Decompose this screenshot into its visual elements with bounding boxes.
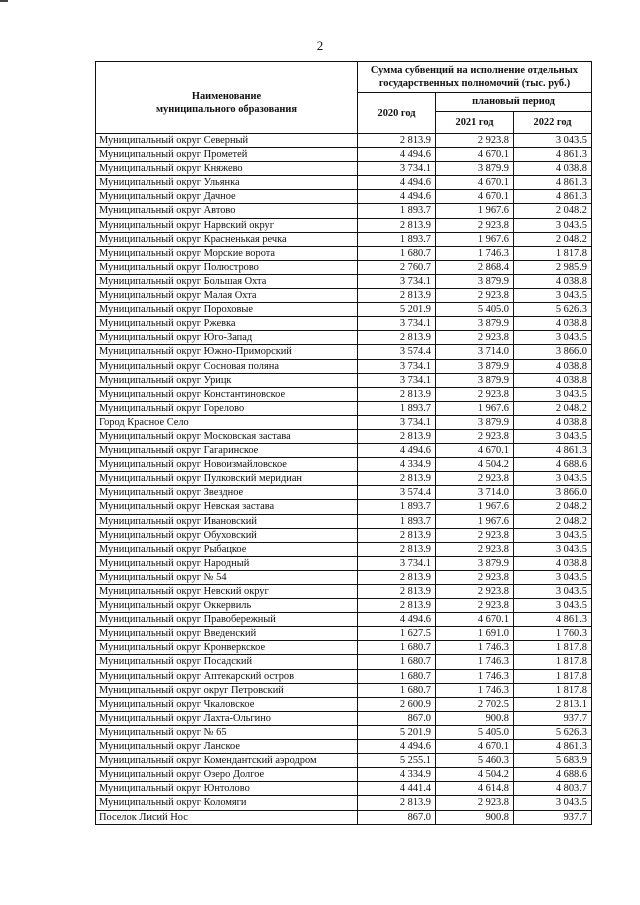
table-row <box>96 556 592 570</box>
municipality-name: Муниципальный округ Кронверкское <box>96 641 358 655</box>
value-2021: 2 923.8 <box>436 585 514 599</box>
table-row <box>96 810 592 824</box>
municipality-name: Муниципальный округ Южно-Приморский <box>96 345 358 359</box>
value-2021: 4 670.1 <box>436 613 514 627</box>
value-2020: 4 494.6 <box>358 613 436 627</box>
value-2020: 4 494.6 <box>358 190 436 204</box>
value-2021: 2 923.8 <box>436 331 514 345</box>
value-2020: 5 201.9 <box>358 303 436 317</box>
value-2021: 1 746.3 <box>436 655 514 669</box>
value-2020: 1 680.7 <box>358 669 436 683</box>
table-row <box>96 373 592 387</box>
value-2021: 900.8 <box>436 810 514 824</box>
municipality-name: Муниципальный округ Лахта-Ольгино <box>96 711 358 725</box>
municipality-name: Муниципальный округ Сосновая поляна <box>96 359 358 373</box>
value-2021: 1 746.3 <box>436 669 514 683</box>
value-2020: 2 813.9 <box>358 134 436 148</box>
value-2022: 3 043.5 <box>514 289 592 303</box>
municipality-name: Муниципальный округ Большая Охта <box>96 274 358 288</box>
value-2022: 3 866.0 <box>514 486 592 500</box>
value-2021: 1 746.3 <box>436 246 514 260</box>
municipality-name: Муниципальный округ Невская застава <box>96 500 358 514</box>
municipality-name: Муниципальный округ Юго-Запад <box>96 331 358 345</box>
value-2022: 2 048.2 <box>514 514 592 528</box>
value-2021: 4 504.2 <box>436 458 514 472</box>
table-row <box>96 246 592 260</box>
value-2022: 1 817.8 <box>514 683 592 697</box>
value-2020: 1 893.7 <box>358 204 436 218</box>
value-2022: 4 038.8 <box>514 359 592 373</box>
table-row <box>96 415 592 429</box>
value-2020: 867.0 <box>358 810 436 824</box>
column-header-municipality <box>96 62 358 134</box>
value-2021: 2 923.8 <box>436 570 514 584</box>
value-2022: 2 048.2 <box>514 204 592 218</box>
municipality-name: Муниципальный округ Чкаловское <box>96 697 358 711</box>
value-2020: 3 734.1 <box>358 162 436 176</box>
value-2020: 4 334.9 <box>358 458 436 472</box>
table-row <box>96 528 592 542</box>
value-2022: 4 861.3 <box>514 148 592 162</box>
value-2021: 5 460.3 <box>436 754 514 768</box>
value-2022: 3 043.5 <box>514 331 592 345</box>
value-2022: 1 817.8 <box>514 641 592 655</box>
value-2020: 1 893.7 <box>358 514 436 528</box>
municipality-name: Муниципальный округ Полюстрово <box>96 260 358 274</box>
municipality-name: Муниципальный округ Посадский <box>96 655 358 669</box>
table-row <box>96 274 592 288</box>
value-2022: 4 803.7 <box>514 782 592 796</box>
value-2022: 1 817.8 <box>514 246 592 260</box>
value-2020: 2 813.9 <box>358 472 436 486</box>
table-row <box>96 162 592 176</box>
value-2021: 3 879.9 <box>436 359 514 373</box>
municipality-name: Муниципальный округ Морские ворота <box>96 246 358 260</box>
value-2020: 4 494.6 <box>358 148 436 162</box>
value-2021: 2 923.8 <box>436 542 514 556</box>
value-2020: 1 680.7 <box>358 683 436 697</box>
value-2020: 4 494.6 <box>358 444 436 458</box>
value-2020: 1 680.7 <box>358 246 436 260</box>
value-2020: 1 893.7 <box>358 500 436 514</box>
value-2022: 2 048.2 <box>514 232 592 246</box>
table-row <box>96 345 592 359</box>
value-2021: 2 923.8 <box>436 289 514 303</box>
value-2021: 3 714.0 <box>436 486 514 500</box>
value-2022: 4 688.6 <box>514 458 592 472</box>
table-row <box>96 317 592 331</box>
value-2020: 3 734.1 <box>358 556 436 570</box>
value-2021: 1 967.6 <box>436 401 514 415</box>
table-row <box>96 669 592 683</box>
value-2020: 2 813.9 <box>358 528 436 542</box>
value-2021: 2 923.8 <box>436 218 514 232</box>
value-2020: 1 893.7 <box>358 232 436 246</box>
municipality-name: Муниципальный округ Обуховский <box>96 528 358 542</box>
municipality-name: Муниципальный округ Пороховые <box>96 303 358 317</box>
value-2021: 4 670.1 <box>436 148 514 162</box>
value-2020: 4 494.6 <box>358 740 436 754</box>
value-2020: 1 627.5 <box>358 627 436 641</box>
value-2020: 5 255.1 <box>358 754 436 768</box>
value-2021: 4 670.1 <box>436 190 514 204</box>
value-2020: 3 734.1 <box>358 373 436 387</box>
value-2022: 4 038.8 <box>514 162 592 176</box>
value-2022: 1 817.8 <box>514 669 592 683</box>
table-row <box>96 232 592 246</box>
value-2020: 867.0 <box>358 711 436 725</box>
municipality-name: Муниципальный округ Рыбацкое <box>96 542 358 556</box>
column-header-subsidy-sum: Сумма субвенций на исполнение отдельных государственных полномочий (тыс. руб.) <box>358 62 592 93</box>
municipality-name: Муниципальный округ Дачное <box>96 190 358 204</box>
column-header-municipality-line1: Наименование <box>191 90 262 102</box>
value-2021: 4 670.1 <box>436 740 514 754</box>
table-row <box>96 585 592 599</box>
municipality-name: Муниципальный округ Новоизмайловское <box>96 458 358 472</box>
value-2021: 3 879.9 <box>436 556 514 570</box>
municipality-name: Муниципальный округ Аптекарский остров <box>96 669 358 683</box>
table-row <box>96 458 592 472</box>
municipality-name: Муниципальный округ Звездное <box>96 486 358 500</box>
value-2020: 2 813.9 <box>358 218 436 232</box>
value-2020: 2 813.9 <box>358 387 436 401</box>
value-2022: 2 048.2 <box>514 401 592 415</box>
value-2022: 3 043.5 <box>514 528 592 542</box>
value-2022: 3 043.5 <box>514 570 592 584</box>
table-row <box>96 387 592 401</box>
value-2021: 1 967.6 <box>436 232 514 246</box>
value-2022: 3 043.5 <box>514 218 592 232</box>
municipality-name: Муниципальный округ Малая Охта <box>96 289 358 303</box>
value-2020: 2 813.9 <box>358 796 436 810</box>
value-2021: 2 923.8 <box>436 429 514 443</box>
table-row <box>96 260 592 274</box>
municipality-name: Муниципальный округ Красненькая речка <box>96 232 358 246</box>
value-2021: 4 670.1 <box>436 444 514 458</box>
table-row <box>96 683 592 697</box>
municipality-name: Муниципальный округ Правобережный <box>96 613 358 627</box>
value-2021: 3 714.0 <box>436 345 514 359</box>
table-row <box>96 768 592 782</box>
municipality-name: Муниципальный округ Горелово <box>96 401 358 415</box>
value-2020: 1 893.7 <box>358 401 436 415</box>
municipality-name: Муниципальный округ Ржевка <box>96 317 358 331</box>
value-2021: 1 691.0 <box>436 627 514 641</box>
table-row <box>96 204 592 218</box>
value-2020: 1 680.7 <box>358 655 436 669</box>
column-header-municipality-line2: муниципального образования <box>155 103 298 115</box>
value-2021: 4 670.1 <box>436 176 514 190</box>
value-2020: 3 734.1 <box>358 359 436 373</box>
municipality-name: Муниципальный округ Северный <box>96 134 358 148</box>
column-header-2022: 2022 год <box>514 112 592 134</box>
table-row <box>96 570 592 584</box>
column-header-2020: 2020 год <box>358 93 436 134</box>
table-row <box>96 331 592 345</box>
municipality-name: Муниципальный округ Юнтолово <box>96 782 358 796</box>
table-row <box>96 641 592 655</box>
table-row <box>96 401 592 415</box>
municipality-name: Муниципальный округ Ульянка <box>96 176 358 190</box>
value-2020: 2 600.9 <box>358 697 436 711</box>
value-2022: 2 985.9 <box>514 260 592 274</box>
value-2020: 2 813.9 <box>358 289 436 303</box>
column-header-2021: 2021 год <box>436 112 514 134</box>
value-2022: 4 861.3 <box>514 444 592 458</box>
table-row <box>96 359 592 373</box>
value-2022: 4 038.8 <box>514 556 592 570</box>
value-2022: 2 048.2 <box>514 500 592 514</box>
value-2020: 2 813.9 <box>358 429 436 443</box>
municipality-name: Муниципальный округ Княжево <box>96 162 358 176</box>
value-2021: 1 967.6 <box>436 514 514 528</box>
value-2021: 4 504.2 <box>436 768 514 782</box>
value-2022: 937.7 <box>514 711 592 725</box>
value-2022: 3 043.5 <box>514 429 592 443</box>
value-2022: 4 688.6 <box>514 768 592 782</box>
table-row <box>96 190 592 204</box>
table-row <box>96 514 592 528</box>
value-2022: 5 683.9 <box>514 754 592 768</box>
table-row <box>96 148 592 162</box>
value-2021: 3 879.9 <box>436 317 514 331</box>
table-row <box>96 542 592 556</box>
table-row <box>96 472 592 486</box>
subsidy-table <box>95 61 592 825</box>
value-2020: 3 734.1 <box>358 317 436 331</box>
municipality-name: Муниципальный округ Комендантский аэродром <box>96 754 358 768</box>
municipality-name: Муниципальный округ Ивановский <box>96 514 358 528</box>
value-2020: 3 574.4 <box>358 486 436 500</box>
table-row <box>96 134 592 148</box>
value-2022: 3 043.5 <box>514 387 592 401</box>
value-2021: 2 923.8 <box>436 528 514 542</box>
table-row <box>96 782 592 796</box>
municipality-name: Муниципальный округ Прометей <box>96 148 358 162</box>
municipality-name: Муниципальный округ Константиновское <box>96 387 358 401</box>
municipality-name: Муниципальный округ Ланское <box>96 740 358 754</box>
value-2022: 3 043.5 <box>514 585 592 599</box>
value-2021: 2 868.4 <box>436 260 514 274</box>
municipality-name: Муниципальный округ Нарвский округ <box>96 218 358 232</box>
value-2020: 2 813.9 <box>358 331 436 345</box>
value-2022: 4 038.8 <box>514 415 592 429</box>
value-2021: 3 879.9 <box>436 373 514 387</box>
value-2021: 2 702.5 <box>436 697 514 711</box>
table-row <box>96 655 592 669</box>
municipality-name: Муниципальный округ Автово <box>96 204 358 218</box>
table-row <box>96 218 592 232</box>
municipality-name: Муниципальный округ Оккервиль <box>96 599 358 613</box>
value-2021: 1 746.3 <box>436 641 514 655</box>
table-row <box>96 796 592 810</box>
value-2020: 2 760.7 <box>358 260 436 274</box>
value-2020: 2 813.9 <box>358 570 436 584</box>
value-2022: 3 043.5 <box>514 796 592 810</box>
municipality-name: Муниципальный округ Народный <box>96 556 358 570</box>
column-header-planned-period: плановый период <box>436 93 592 112</box>
value-2021: 5 405.0 <box>436 303 514 317</box>
value-2021: 5 405.0 <box>436 725 514 739</box>
municipality-name: Муниципальный округ № 65 <box>96 725 358 739</box>
value-2021: 900.8 <box>436 711 514 725</box>
table-row <box>96 754 592 768</box>
value-2022: 5 626.3 <box>514 303 592 317</box>
value-2022: 4 861.3 <box>514 176 592 190</box>
value-2021: 2 923.8 <box>436 796 514 810</box>
value-2022: 3 866.0 <box>514 345 592 359</box>
table-row <box>96 599 592 613</box>
value-2022: 1 760.3 <box>514 627 592 641</box>
table-row <box>96 697 592 711</box>
value-2022: 3 043.5 <box>514 542 592 556</box>
table-row <box>96 303 592 317</box>
value-2020: 2 813.9 <box>358 599 436 613</box>
value-2021: 2 923.8 <box>436 599 514 613</box>
value-2020: 4 441.4 <box>358 782 436 796</box>
value-2022: 3 043.5 <box>514 599 592 613</box>
value-2021: 4 614.8 <box>436 782 514 796</box>
value-2020: 3 734.1 <box>358 415 436 429</box>
value-2022: 937.7 <box>514 810 592 824</box>
table-row <box>96 613 592 627</box>
value-2021: 2 923.8 <box>436 387 514 401</box>
municipality-name: Муниципальный округ Московская застава <box>96 429 358 443</box>
value-2020: 4 334.9 <box>358 768 436 782</box>
value-2022: 5 626.3 <box>514 725 592 739</box>
table-row <box>96 486 592 500</box>
value-2022: 4 038.8 <box>514 373 592 387</box>
value-2020: 3 734.1 <box>358 274 436 288</box>
value-2022: 4 861.3 <box>514 190 592 204</box>
value-2021: 1 967.6 <box>436 500 514 514</box>
page-number: 2 <box>316 38 324 53</box>
municipality-name: Муниципальный округ округ Петровский <box>96 683 358 697</box>
table-row <box>96 444 592 458</box>
value-2022: 3 043.5 <box>514 134 592 148</box>
value-2020: 5 201.9 <box>358 725 436 739</box>
value-2022: 2 813.1 <box>514 697 592 711</box>
table-row <box>96 627 592 641</box>
value-2021: 1 967.6 <box>436 204 514 218</box>
municipality-name: Муниципальный округ Гагаринское <box>96 444 358 458</box>
table-row <box>96 289 592 303</box>
value-2022: 4 861.3 <box>514 613 592 627</box>
value-2021: 1 746.3 <box>436 683 514 697</box>
municipality-name: Муниципальный округ Урицк <box>96 373 358 387</box>
municipality-name: Муниципальный округ Коломяги <box>96 796 358 810</box>
value-2021: 2 923.8 <box>436 472 514 486</box>
municipality-name: Муниципальный округ Введенский <box>96 627 358 641</box>
value-2020: 4 494.6 <box>358 176 436 190</box>
value-2022: 1 817.8 <box>514 655 592 669</box>
table-row <box>96 725 592 739</box>
value-2020: 2 813.9 <box>358 585 436 599</box>
value-2022: 4 038.8 <box>514 274 592 288</box>
municipality-name: Муниципальный округ Озеро Долгое <box>96 768 358 782</box>
value-2021: 3 879.9 <box>436 415 514 429</box>
municipality-name: Муниципальный округ № 54 <box>96 570 358 584</box>
value-2020: 2 813.9 <box>358 542 436 556</box>
table-row <box>96 740 592 754</box>
municipality-name: Муниципальный округ Невский округ <box>96 585 358 599</box>
municipality-name: Город Красное Село <box>96 415 358 429</box>
value-2022: 3 043.5 <box>514 472 592 486</box>
value-2021: 3 879.9 <box>436 274 514 288</box>
table-row <box>96 711 592 725</box>
scan-edge-mark <box>0 0 8 2</box>
value-2020: 1 680.7 <box>358 641 436 655</box>
value-2021: 3 879.9 <box>436 162 514 176</box>
value-2022: 4 861.3 <box>514 740 592 754</box>
value-2021: 2 923.8 <box>436 134 514 148</box>
value-2020: 3 574.4 <box>358 345 436 359</box>
table-row <box>96 500 592 514</box>
municipality-name: Поселок Лисий Нос <box>96 810 358 824</box>
value-2022: 4 038.8 <box>514 317 592 331</box>
table-row <box>96 429 592 443</box>
municipality-name: Муниципальный округ Пулковский меридиан <box>96 472 358 486</box>
table-row <box>96 176 592 190</box>
